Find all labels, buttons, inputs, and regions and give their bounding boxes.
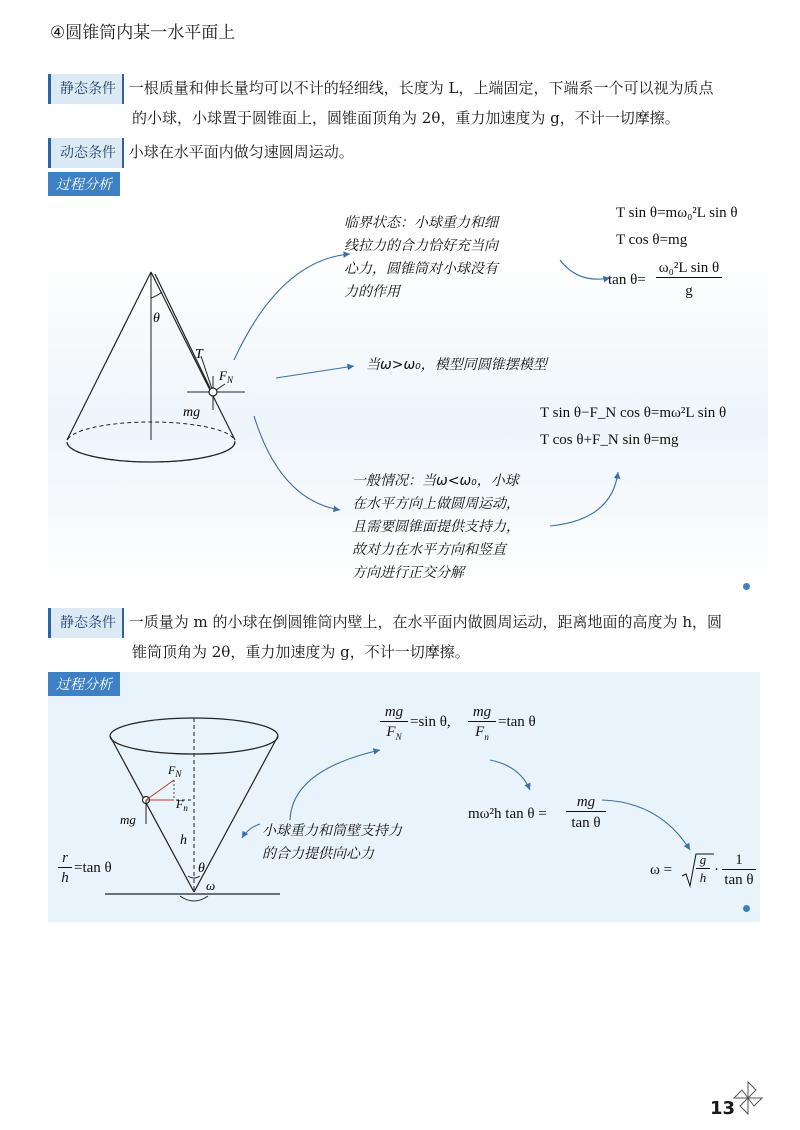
normal-force-label-1: $F_N$	[219, 368, 233, 385]
wall-note-line: 小球重力和筒壁支持力	[262, 823, 402, 839]
eq-a-rhs: =sin θ,	[410, 714, 451, 730]
process-tag-1: 过程分析	[48, 172, 120, 196]
static-text-1a: 一根质量和伸长量均可以不计的轻细线，长度为 L，上端固定，下端系一个可以视为质点	[128, 79, 714, 97]
eq-final-dot: ·	[714, 862, 719, 878]
critical-note-line: 心力，圆锥筒对小球没有	[344, 261, 498, 277]
dynamic-text: 小球在水平面内做匀速圆周运动。	[128, 143, 354, 161]
critical-note-line: 线拉力的合力恰好充当向	[344, 238, 498, 254]
general-note-line: 一般情况：当ω<ω₀，小球	[352, 473, 519, 489]
weight-label-2: mg	[120, 812, 136, 827]
eq-critical-2: T cos θ=mg	[616, 232, 688, 248]
theta-label-2: θ	[198, 861, 205, 876]
static-tag-1: 静态条件	[48, 74, 124, 104]
static-conditions-2	[48, 608, 768, 638]
eq-final-sqrt-den: h	[699, 870, 707, 885]
general-note-line: 故对力在水平方向和竖直	[352, 542, 506, 558]
eq-critical-1: T sin θ=mω₀²L sin θ	[616, 205, 738, 221]
eq-general-2: T cos θ+F_N sin θ=mg	[540, 432, 679, 448]
ratio-den: h	[61, 870, 69, 886]
eq-a-den: $F_N$	[386, 724, 402, 742]
eq-mid-num: mg	[566, 794, 606, 812]
weight-label-1: mg	[183, 405, 201, 420]
dynamic-conditions	[48, 138, 768, 168]
eq-ratio-group	[380, 704, 620, 754]
eq-general-1: T sin θ−F_N cos θ=mω²L sin θ	[540, 405, 727, 421]
eq-critical-3-num: ω₀²L sin θ	[656, 260, 722, 278]
critical-note-line: 力的作用	[344, 284, 400, 300]
dynamic-tag: 动态条件	[48, 138, 124, 168]
end-dot-2	[743, 905, 750, 912]
end-dot-1	[743, 583, 750, 590]
general-note-line: 在水平方向上做圆周运动，	[352, 496, 520, 512]
eq-a-num: mg	[380, 704, 408, 722]
omega-above-note: 当ω>ω₀，模型同圆锥摆模型	[366, 357, 547, 373]
wall-note-line: 的合力提供向心力	[262, 846, 374, 862]
general-note-line: 方向进行正交分解	[352, 565, 464, 581]
general-case-note	[352, 470, 520, 585]
eq-final-sqrt-num: g	[696, 852, 710, 869]
eq-final-num: 1	[722, 852, 756, 870]
height-label: h	[180, 833, 187, 848]
wall-support-note	[262, 820, 402, 866]
ratio-num: r	[58, 850, 72, 868]
eq-b-rhs: =tan θ	[498, 714, 536, 730]
static-conditions-1	[48, 74, 768, 104]
centripetal-force-label: $F_n$	[176, 797, 188, 813]
eq-final-den: tan θ	[724, 872, 754, 888]
tension-label: T	[195, 347, 203, 362]
eq-mid-den: tan θ	[571, 815, 601, 831]
static-tag-2: 静态条件	[48, 608, 124, 638]
static-text-1b: 的小球，小球置于圆锥面上，圆锥面顶角为 2θ，重力加速度为 g，不计一切摩擦。	[132, 109, 680, 127]
eq-mid-lhs: mω²h tan θ =	[468, 806, 547, 822]
section-heading: ④圆锥筒内某一水平面上	[50, 23, 236, 43]
static-text-2b: 锥筒顶角为 2θ，重力加速度为 g，不计一切摩擦。	[132, 643, 470, 661]
pinwheel-icon	[730, 1078, 766, 1118]
eq-final	[650, 848, 760, 898]
eq-critical-3-lhs: tan θ=	[608, 272, 646, 288]
eq-final-lhs: ω =	[650, 862, 673, 878]
page-number: 13	[710, 1098, 736, 1119]
critical-note-line: 临界状态：小球重力和细	[344, 215, 498, 231]
eq-critical-3-den: g	[685, 283, 693, 299]
eq-b-num: mg	[468, 704, 496, 722]
ratio-rhs: =tan θ	[74, 860, 112, 876]
critical-state-note	[344, 212, 498, 304]
static-text-2a: 一质量为 m 的小球在倒圆锥筒内壁上，在水平面内做圆周运动，距离地面的高度为 h，圆	[128, 613, 722, 631]
omega-label: ω	[206, 878, 216, 893]
eq-b-den: $F_n$	[475, 724, 489, 742]
general-note-line: 且需要圆锥面提供支持力，	[352, 519, 520, 535]
theta-label-1: θ	[153, 311, 160, 326]
normal-force-label-2: $F_N$	[168, 763, 182, 779]
process-tag-2: 过程分析	[48, 672, 120, 696]
